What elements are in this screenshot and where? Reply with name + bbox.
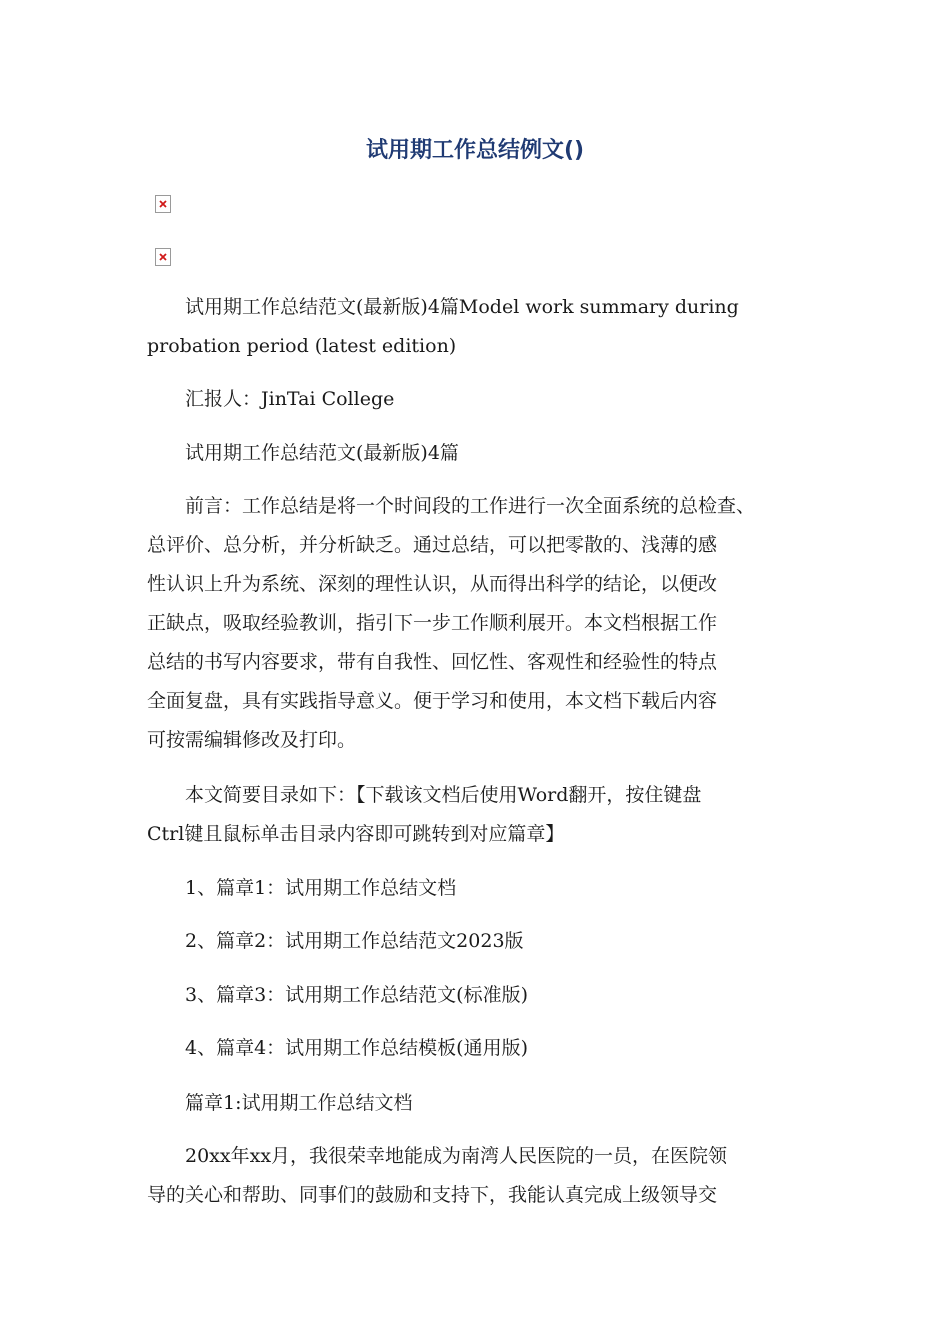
paragraph-intro-title: 试用期工作总结范文(最新版)4篇Model work summary during probation period (latest edition) [147,296,739,357]
chapter-1-body: 20xx年xx月，我很荣幸地能成为南湾人民医院的一员，在医院领 导的关心和帮助、同事们的鼓励和支持下，我能认真完成上级领导交 [147,1145,728,1206]
toc-item-4: 4、篇章4：试用期工作总结模板(通用版) [147,1037,529,1059]
paragraph-subtitle: 试用期工作总结范文(最新版)4篇 [147,442,459,464]
toc-item-3: 3、篇章3：试用期工作总结范文(标准版) [147,984,529,1006]
broken-image-icon [155,195,171,213]
toc-item-2: 2、篇章2：试用期工作总结范文2023版 [147,930,524,952]
toc-item-1: 1、篇章1：试用期工作总结文档 [147,877,457,899]
chapter-1-heading: 篇章1:试用期工作总结文档 [147,1092,413,1114]
document-title: 试用期工作总结例文() [365,138,585,163]
paragraph-reporter: 汇报人：JinTai College [147,388,395,410]
paragraph-toc-intro: 本文简要目录如下：【下载该文档后使用Word翻开，按住键盘 Ctrl键且鼠标单击目录内容即可跳转到对应篇章】 [147,784,702,845]
paragraph-preface: 前言：工作总结是将一个时间段的工作进行一次全面系统的总检查、 总评价、总分析，并分析缺乏。通过总结，可以把零散的、浅薄的感 性认识上升为系统、深刻的理性认识，从而得出科学的结论，以便改 正缺点，吸取经验教训，指引下一步工作顺利展开。本文档根据工作 总结的书写内容要求，带有自我性、回忆性、客观性和经验性的特点 全面复盘，具有实践指导意义。便于学习和使用，本文档下载后内容 可按需编辑修改及打印。 [147,495,756,751]
broken-image-icon [155,248,171,266]
